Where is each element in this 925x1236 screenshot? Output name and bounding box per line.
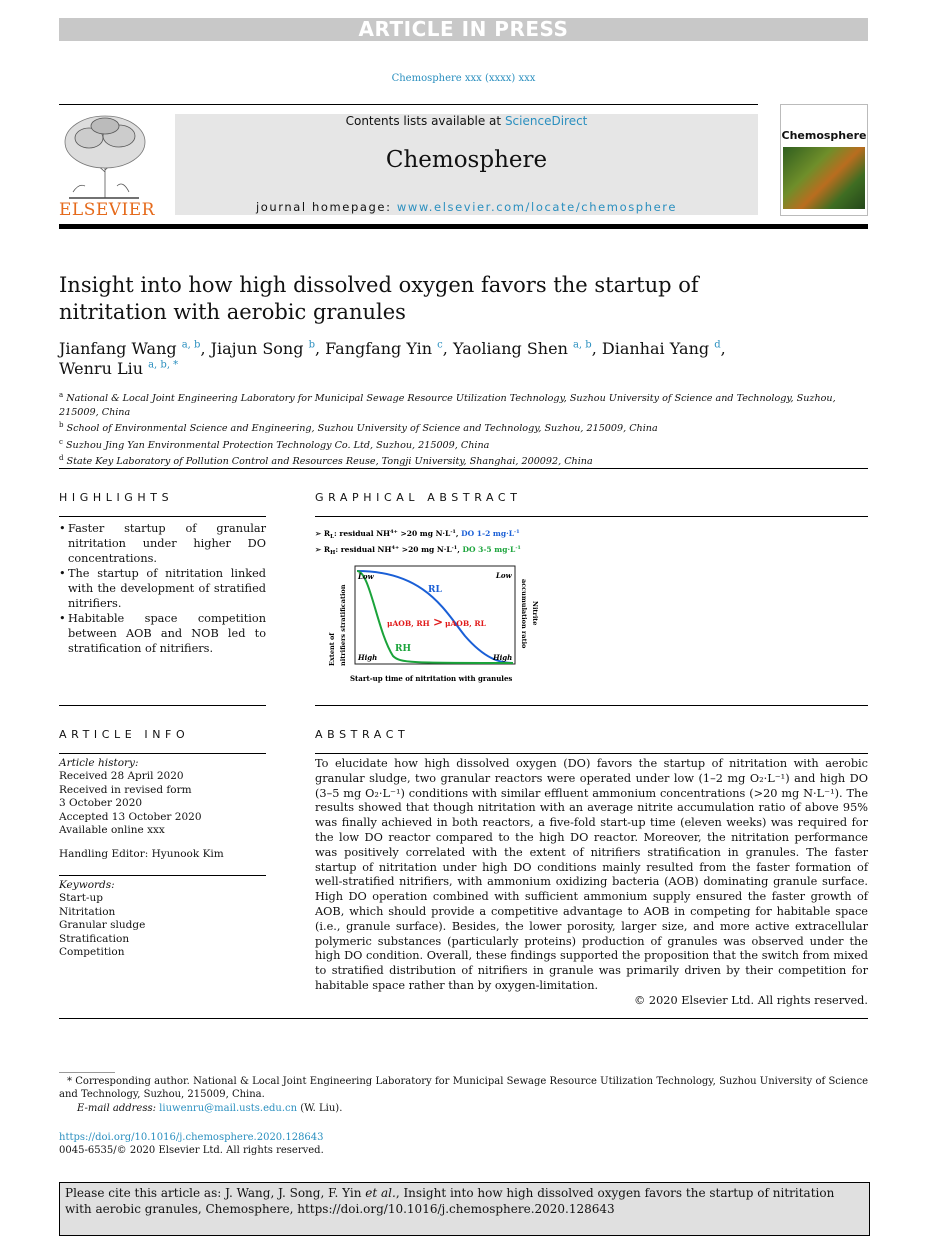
- highlights-bottom-rule: [59, 705, 266, 706]
- author[interactable]: Jiajun Song $^b$: [210, 339, 315, 358]
- email-link[interactable]: liuwenru@mail.usts.edu.cn: [159, 1102, 298, 1114]
- homepage-link[interactable]: www.elsevier.com/locate/chemosphere: [396, 200, 678, 214]
- sciencedirect-link[interactable]: ScienceDirect: [504, 114, 588, 128]
- article-title: Insight into how high dissolved oxygen favors the startup of nitritation with aerobic granules: [59, 273, 699, 324]
- article-info: [59, 757, 266, 862]
- keyword: Start-up: [59, 892, 103, 905]
- ga-gt: >: [433, 615, 444, 629]
- affiliation: $^c$ Suzhou Jing Yan Environmental Protection Technology Co. Ltd, Suzhou, 215009, China: [59, 437, 490, 451]
- doi-link[interactable]: https://doi.org/10.1016/j.chemosphere.2020.128643: [59, 1132, 324, 1143]
- article-info-heading: ARTICLE INFO: [59, 728, 190, 741]
- highlight-item: • Habitable space competition between AOB and NOB led to stratification of nitrifiers.: [59, 611, 266, 656]
- journal-cover: [780, 104, 868, 216]
- abstract-copyright: © 2020 Elsevier Ltd. All rights reserved.: [634, 993, 868, 1007]
- highlights-heading: HIGHLIGHTS: [59, 491, 174, 504]
- ga-rh-label: RH: [395, 644, 411, 654]
- ga-low-right: Low: [496, 571, 512, 580]
- contents-line: Contents lists available at ScienceDirect: [345, 114, 588, 128]
- elsevier-wordmark: ELSEVIER: [59, 200, 155, 220]
- abstract-heading: ABSTRACT: [315, 728, 410, 741]
- corresponding-author-note: * Corresponding author. National & Local Joint Engineering Laboratory for Municipal Sewage Resource Utilization Technology, Suzhou University of Science and Technology, Suzhou, 215009, China. E-mail address: liuwenru@mail.usts.edu.cn (W. Liu).: [59, 1076, 868, 1114]
- ga-legend-line-2: ➢ $R_H$: residual $NH^4+ >20$ mg $N\cdot L^{-1}$, DO 3-5 $mg\cdot L^{-1}$: [315, 545, 521, 556]
- elsevier-tree-logo: [59, 112, 151, 200]
- graphical-abstract-heading: GRAPHICAL ABSTRACT: [315, 491, 522, 504]
- keywords-label: Keywords:: [59, 879, 115, 891]
- issn-line: 0045-6535/© 2020 Elsevier Ltd. All rights reserved.: [59, 1145, 324, 1157]
- graphical-abstract-rule: [315, 516, 868, 517]
- ga-high-right: High: [493, 653, 513, 662]
- ga-mu-right: μAOB, RL: [445, 619, 486, 628]
- journal-homepage: journal homepage: www.elsevier.com/locate/chemosphere: [255, 200, 678, 214]
- footnote-rule: [59, 1072, 115, 1073]
- journal-header-box: [175, 114, 758, 215]
- affiliations: [59, 389, 868, 469]
- affiliation: $^a$ National & Local Joint Engineering Laboratory for Municipal Sewage Resource Utilization Technology, Suzhou University of Science and Technology, Suzhou, 215009, China: [59, 391, 836, 418]
- ga-x-label: Start-up time of nitritation with granules: [350, 674, 513, 683]
- ga-legend-line-1: ➢ $R_L$: residual $NH^4+ >20$ mg $N\cdot L^{-1}$, DO 1-2 $mg\cdot L^{-1}$: [315, 529, 520, 540]
- history-label: Article history:: [59, 757, 139, 769]
- keyword: Stratification: [59, 932, 130, 945]
- journal-name: Chemosphere: [385, 147, 548, 173]
- keyword: Competition: [59, 946, 125, 959]
- ga-low-left: Low: [358, 572, 374, 581]
- history-item: Accepted 13 October 2020: [59, 810, 202, 823]
- header-top-rule: [59, 104, 758, 105]
- highlights-list: [59, 521, 266, 656]
- affiliation: $^d$ State Key Laboratory of Pollution Control and Resources Reuse, Tongji University, Shanghai, 200092, China: [59, 454, 593, 468]
- history-item: Received in revised form: [59, 783, 192, 796]
- affiliations-rule: [59, 468, 868, 469]
- ga-y-left-1: Extent of: [328, 632, 336, 666]
- doi-block: [59, 1131, 868, 1158]
- history-item: Received 28 April 2020: [59, 770, 184, 783]
- keyword: Granular sludge: [59, 919, 146, 932]
- journal-reference[interactable]: Chemosphere xxx (xxxx) xxx: [391, 73, 536, 84]
- author[interactable]: Fangfang Yin $^c$: [325, 339, 443, 358]
- author[interactable]: Yaoliang Shen $^{a, b}$: [452, 339, 592, 358]
- author[interactable]: Wenru Liu $^{a, b, *}$: [59, 359, 179, 378]
- cover-image: [783, 147, 865, 209]
- article-info-rule: [59, 753, 266, 754]
- affiliation: $^b$ School of Environmental Science and Engineering, Suzhou University of Science and Technology, Suzhou, 215009, China: [59, 421, 658, 435]
- ga-y-right-1: Nitrite: [531, 601, 539, 626]
- abstract-text: To elucidate how high dissolved oxygen (DO) favors the startup of nitritation with aerobic granular sludge, two granular reactors were operated under low (1–2 mg O₂·L⁻¹) and high DO (3–5 mg O₂·L⁻¹) conditions with similar effluent ammonium concentrations (>20 mg N·L⁻¹). The results showed that though nitritation with an average nitrite accumulation ratio of above 95% was finally achieved in both reactors, a five-fold start-up time (eleven weeks) was required for the low DO reactor compared to the high DO reactor. Moreover, the nitritation performance was positively correlated with the extent of nitrifiers stratification in granules. The faster startup of nitritation under high DO conditions mainly resulted from the faster formation of well-stratified nitrifiers, with ammonium oxidizing bacteria (AOB) dominating granule surface. High DO operation combined with sufficient ammonium supply ensured the faster growth of AOB, which should provide a competitive advantage to AOB in competing for habitable space (i.e., granule surface). Besides, the lower porosity, larger size, and more active extracellular polymeric substances (particularly proteins) production of granules was observed under the high DO condition. Overall, these findings supported the proposition that the switch from mixed to stratified distribution of nitrifiers in granule was primarily driven by their competition for habitable space rather than by oxygen-limitation.: [315, 757, 868, 992]
- ga-y-left-2: nitrifiers stratification: [339, 584, 347, 666]
- handling-editor: Handling Editor: Hyunook Kim: [59, 848, 224, 861]
- history-item: 3 October 2020: [59, 797, 143, 810]
- keywords: [59, 879, 266, 959]
- ga-mu-left: μAOB, RH: [387, 619, 430, 628]
- highlight-item: • The startup of nitritation linked with the development of stratified nitrifiers.: [59, 566, 266, 611]
- header-bottom-rule: [59, 224, 868, 229]
- ga-y-right-2: accumulation ratio: [520, 579, 528, 649]
- abstract-rule: [315, 753, 868, 754]
- keywords-rule: [59, 875, 266, 876]
- ga-high-left: High: [358, 653, 378, 662]
- highlights-rule: [59, 516, 266, 517]
- citation-box: Please cite this article as: J. Wang, J. Song, F. Yin et al., Insight into how high dissolved oxygen favors the startup of nitritation with aerobic granules, Chemosphere, https://doi.org/10.1016/j.chemosphere.2020.128643: [59, 1182, 870, 1236]
- highlight-item: • Faster startup of granular nitritation under higher DO concentrations.: [59, 521, 266, 566]
- author[interactable]: Dianhai Yang $^d$: [601, 339, 721, 358]
- author[interactable]: Jianfang Wang $^{a, b}$: [59, 339, 201, 358]
- graphical-abstract-bottom-rule: [315, 705, 868, 706]
- keyword: Nitritation: [59, 905, 116, 918]
- graphical-abstract-figure: [315, 521, 565, 693]
- abstract-body: [315, 757, 868, 1009]
- cover-title: Chemosphere: [781, 129, 867, 142]
- article-in-press-banner: ARTICLE IN PRESS: [59, 18, 868, 41]
- abstract-bottom-rule: [59, 1018, 868, 1019]
- author-list: Jianfang Wang $^{a, b}$, Jiajun Song $^b$, Fangfang Yin $^c$, Yaoliang Shen $^{a, b}$, Dianhai Yang $^d$, Wenru Liu $^{a, b, *}$: [59, 339, 726, 378]
- history-item: Available online xxx: [59, 824, 165, 837]
- ga-rl-label: RL: [428, 585, 442, 595]
